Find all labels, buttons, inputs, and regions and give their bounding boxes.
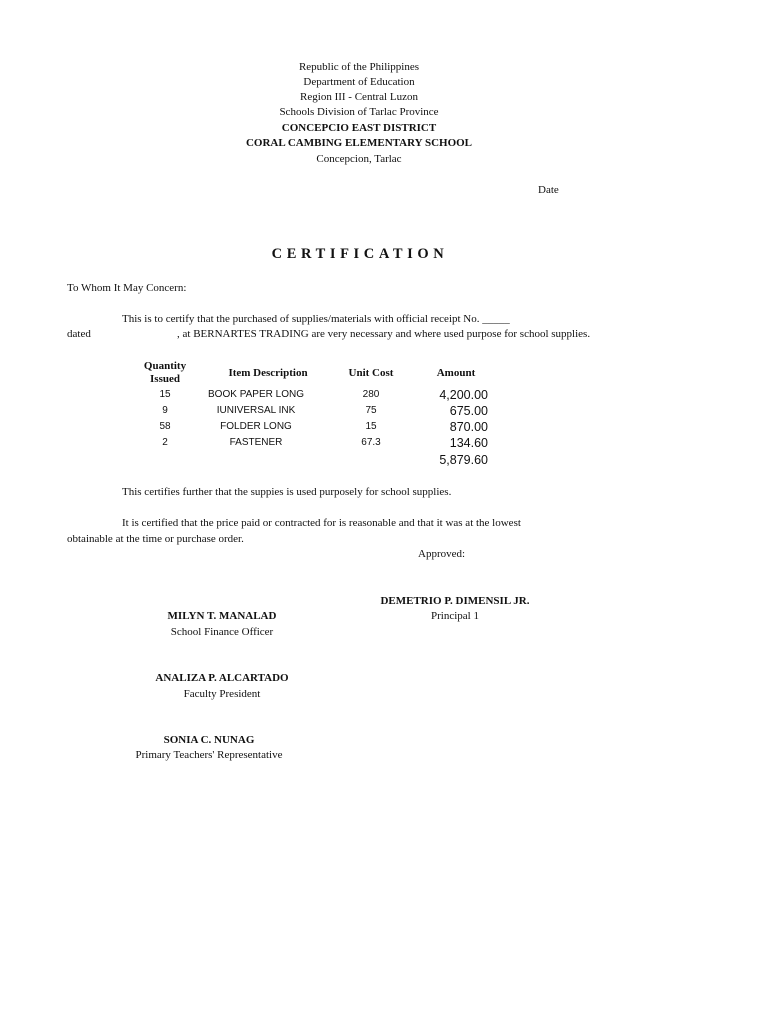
- paragraph1-line1: This is to certify that the purchased of supplies/materials with official receipt No. _____: [122, 313, 510, 325]
- header-location: Concepcion, Tarlac: [316, 153, 402, 165]
- salutation: To Whom It May Concern:: [67, 282, 187, 294]
- paragraph2: This certifies further that the suppies is used purposely for school supplies.: [122, 486, 452, 498]
- cell-description: IUNIVERSAL INK: [216, 405, 296, 416]
- document-title: CERTIFICATION: [271, 246, 449, 262]
- cell-quantity: 58: [159, 421, 171, 432]
- header-amount: Amount: [436, 367, 476, 379]
- cell-unit-cost: 67.3: [361, 437, 381, 448]
- cell-quantity: 9: [162, 405, 168, 416]
- header-quantity: Quantity: [143, 360, 187, 372]
- approved-label: Approved:: [418, 548, 466, 560]
- cell-description: BOOK PAPER LONG: [208, 389, 304, 400]
- signatory-title: Primary Teachers' Representative: [135, 749, 283, 761]
- cell-unit-cost: 75: [365, 405, 377, 416]
- signatory-name: ANALIZA P. ALCARTADO: [155, 672, 289, 684]
- cell-unit-cost: 15: [365, 421, 377, 432]
- header-department: Department of Education: [303, 76, 415, 88]
- paragraph1-line2: , at BERNARTES TRADING are very necessary and where used purpose for school supplies.: [177, 328, 591, 340]
- table-total: 5,879.60: [439, 453, 488, 467]
- paragraph3-line1: It is certified that the price paid or contracted for is reasonable and that it was at the lowest: [122, 517, 521, 529]
- header-school: CORAL CAMBING ELEMENTARY SCHOOL: [245, 137, 473, 149]
- cell-amount: 870.00: [449, 420, 488, 434]
- cell-amount: 134.60: [449, 436, 488, 450]
- header-division: Schools Division of Tarlac Province: [279, 106, 439, 118]
- cell-unit-cost: 280: [362, 389, 380, 400]
- signatory-title: School Finance Officer: [170, 626, 274, 638]
- header-issued: Issued: [150, 373, 180, 385]
- paragraph3-line2: obtainable at the time or purchase order.: [67, 533, 244, 545]
- header-unit-cost: Unit Cost: [348, 367, 394, 379]
- cell-amount: 675.00: [449, 404, 488, 418]
- header-district: CONCEPCIO EAST DISTRICT: [281, 122, 437, 134]
- signatory-name: SONIA C. NUNAG: [163, 734, 255, 746]
- signatory-title: Faculty President: [183, 688, 261, 700]
- cell-quantity: 15: [159, 389, 171, 400]
- header-republic: Republic of the Philippines: [298, 61, 420, 73]
- signatory-title: Principal 1: [431, 610, 479, 622]
- date-label: Date: [538, 184, 559, 196]
- cell-description: FASTENER: [229, 437, 283, 448]
- header-description: Item Description: [228, 367, 308, 379]
- signatory-name: MILYN T. MANALAD: [167, 610, 277, 622]
- signatory-name: DEMETRIO P. DIMENSIL JR.: [380, 595, 530, 607]
- header-region: Region III - Central Luzon: [300, 91, 418, 103]
- cell-quantity: 2: [162, 437, 168, 448]
- cell-description: FOLDER LONG: [220, 421, 292, 432]
- cell-amount: 4,200.00: [439, 388, 488, 402]
- paragraph1-dated-label: dated: [67, 328, 91, 340]
